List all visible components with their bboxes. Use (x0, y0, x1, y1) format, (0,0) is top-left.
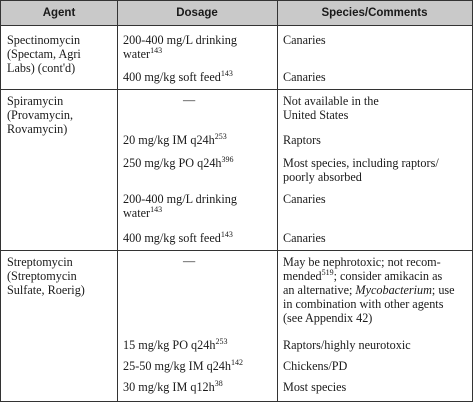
dosage-cell: 25-50 mg/kg IM $q24h^{142}$ (123, 358, 243, 373)
table-header-row (1, 1, 472, 26)
comment-cell: Most species, including raptors/ poorly absorbed (283, 156, 439, 184)
agent-name: Streptomycin (Streptomycin Sulfate, Roerig) (7, 255, 85, 297)
group-divider (1, 250, 472, 251)
comment-cell: Not available in the United States (283, 94, 379, 122)
dosage-cell: — (183, 254, 196, 268)
dosage-cell: 20 mg/kg IM $q24h^{253}$ (123, 132, 227, 147)
comment-cell: May be nephrotoxic; not recom- mended$^{519}$; consider amikacin as an alternative; Mycobacterium; use in combination with other agents (see Appendix 42) (283, 255, 455, 325)
comment-cell: Canaries (283, 192, 326, 206)
agent-name: Spectinomycin (Spectam, Agri Labs) (cont'd) (7, 33, 81, 75)
dosage-cell: 200-400 mg/L drinking water$^{143}$ (123, 192, 237, 220)
dosage-cell: 400 mg/kg soft feed$^{143}$ (123, 69, 233, 84)
comment-cell: Chickens/PD (283, 359, 348, 373)
column-divider (277, 1, 278, 401)
dosage-cell: — (183, 93, 196, 107)
header-species-comments: Species/Comments (321, 7, 428, 19)
comment-cell: Raptors (283, 133, 321, 147)
header-agent: Agent (42, 7, 76, 19)
comment-cell: Most species (283, 380, 347, 394)
dosage-cell: 250 mg/kg PO $q24h^{396}$ (123, 155, 234, 170)
dosage-cell: 15 mg/kg PO $q24h^{253}$ (123, 337, 228, 352)
comment-cell: Raptors/highly neurotoxic (283, 338, 411, 352)
group-divider (1, 89, 472, 90)
comment-cell: Canaries (283, 33, 326, 47)
column-divider (117, 1, 118, 401)
dosage-cell: 30 mg/kg IM $q12h^{38}$ (123, 379, 223, 394)
dosage-cell: 200-400 mg/L drinking water$^{143}$ (123, 33, 237, 61)
agent-name: Spiramycin (Provamycin, Rovamycin) (7, 94, 74, 136)
comment-cell: Canaries (283, 70, 326, 84)
dosage-cell: 400 mg/kg soft feed$^{143}$ (123, 230, 233, 245)
header-dosage: Dosage (176, 7, 218, 19)
comment-cell: Canaries (283, 231, 326, 245)
